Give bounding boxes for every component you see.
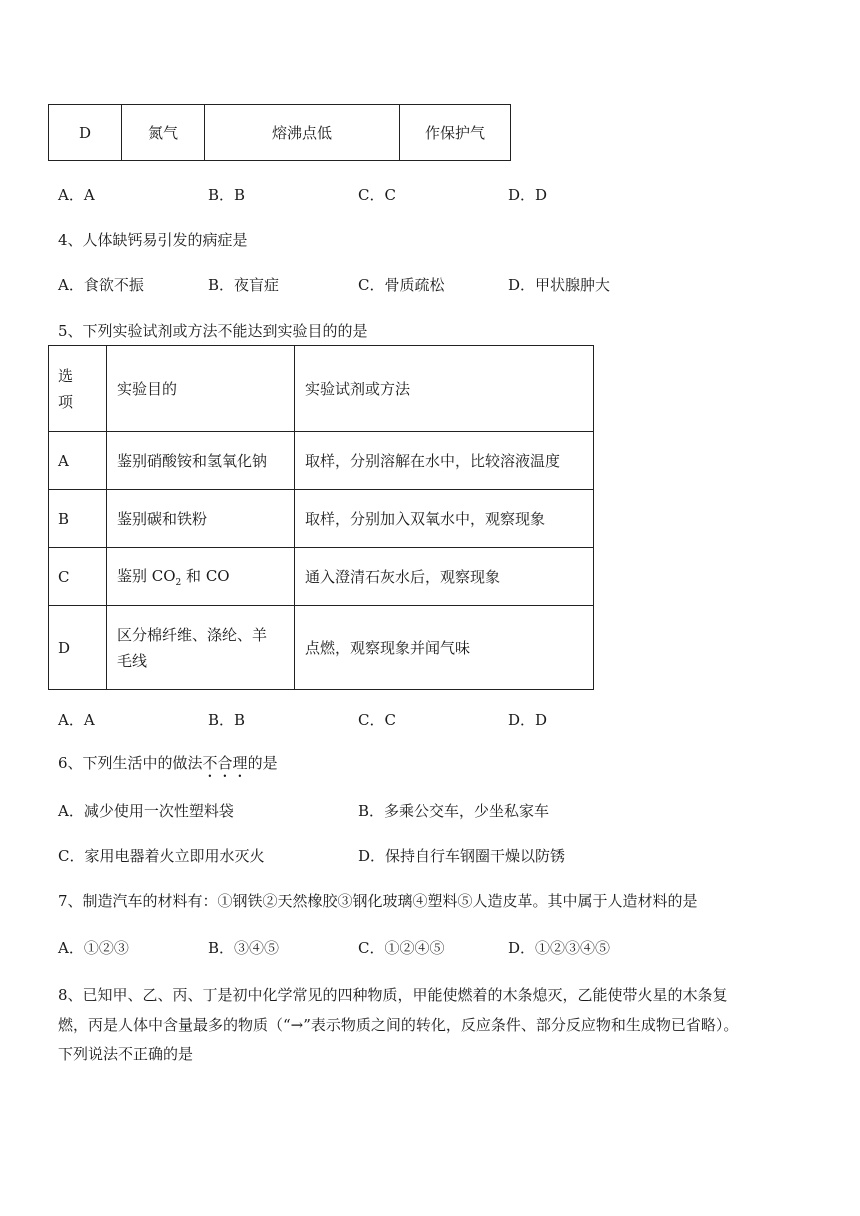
table-row <box>49 548 594 606</box>
q7-options <box>58 937 758 959</box>
option-d[interactable]: D．①②③④⑤ <box>508 939 611 957</box>
option-b[interactable]: B．多乘公交车，少坐私家车 <box>358 802 550 820</box>
question-5-stem: 5、下列实验试剂或方法不能达到实验目的的是 <box>58 322 368 340</box>
row-purpose: 鉴别硝酸铵和氢氧化钠 <box>107 432 295 490</box>
q3-options <box>58 184 758 206</box>
row-method: 取样，分别溶解在水中，比较溶液温度 <box>295 432 594 490</box>
option-b[interactable]: B．B <box>208 711 246 729</box>
option-c[interactable]: C．家用电器着火立即用水灭火 <box>58 847 265 865</box>
option-a[interactable]: A．A <box>58 186 95 204</box>
option-a[interactable]: A．食欲不振 <box>58 276 144 294</box>
stem-text: 6、下列生活中的做法 <box>58 754 203 772</box>
row-method: 通入澄清石灰水后，观察现象 <box>295 548 594 606</box>
question-7-stem: 7、制造汽车的材料有：①钢铁②天然橡胶③钢化玻璃④塑料⑤人造皮革。其中属于人造材料的是 <box>58 892 698 910</box>
option-b[interactable]: B．夜盲症 <box>208 276 280 294</box>
row-option: C <box>49 548 107 606</box>
question-6-stem <box>58 752 278 781</box>
table-cell: 熔沸点低 <box>205 105 400 161</box>
top-table <box>48 104 511 161</box>
option-d[interactable]: D．甲状腺肿大 <box>508 276 611 294</box>
option-a[interactable]: A．A <box>58 711 95 729</box>
q5-options <box>58 709 758 731</box>
option-d[interactable]: D．D <box>508 186 548 204</box>
purpose-text: 鉴别 CO <box>117 567 176 585</box>
q6-options-row1 <box>58 800 758 822</box>
q6-options-row2 <box>58 845 758 867</box>
option-b[interactable]: B．③④⑤ <box>208 939 280 957</box>
purpose-text-end: 和 CO <box>181 567 230 585</box>
subscript: 2 <box>175 578 182 588</box>
row-purpose <box>107 606 295 690</box>
table-cell: 氮气 <box>122 105 205 161</box>
row-option: D <box>49 606 107 690</box>
header-option-line1: 选 <box>58 366 74 385</box>
header-purpose: 实验目的 <box>107 346 295 432</box>
question-8-line2: 燃，丙是人体中含量最多的物质（“→”表示物质之间的转化，反应条件、部分反应物和生成物已省略）。 <box>58 1016 739 1034</box>
option-d[interactable]: D．D <box>508 711 548 729</box>
table-row <box>49 432 594 490</box>
option-c[interactable]: C．骨质疏松 <box>358 276 445 294</box>
table-cell: D <box>49 105 122 161</box>
question-8-line1: 8、已知甲、乙、丙、丁是初中化学常见的四种物质，甲能使燃着的木条熄灭，乙能使带火星的木条复 <box>58 986 728 1004</box>
row-method: 点燃，观察现象并闻气味 <box>295 606 594 690</box>
table-row <box>49 105 511 161</box>
option-c[interactable]: C．C <box>358 711 396 729</box>
option-c[interactable]: C．①②④⑤ <box>358 939 445 957</box>
row-purpose <box>107 548 295 606</box>
question-4-stem: 4、人体缺钙易引发的病症是 <box>58 231 248 249</box>
header-method: 实验试剂或方法 <box>295 346 594 432</box>
option-d[interactable]: D．保持自行车钢圈干燥以防锈 <box>358 847 566 865</box>
table-cell: 作保护气 <box>400 105 511 161</box>
row-option: B <box>49 490 107 548</box>
purpose-line1: 区分棉纤维、涤纶、羊 <box>117 625 268 644</box>
row-method: 取样，分别加入双氧水中，观察现象 <box>295 490 594 548</box>
row-purpose: 鉴别碳和铁粉 <box>107 490 295 548</box>
option-b[interactable]: B．B <box>208 186 246 204</box>
purpose-line2: 毛线 <box>117 651 148 670</box>
table-header-row <box>49 346 594 432</box>
table-row <box>49 606 594 690</box>
row-option: A <box>49 432 107 490</box>
stem-text-end: 的是 <box>247 754 278 772</box>
header-option-line2: 项 <box>58 392 74 411</box>
option-c[interactable]: C．C <box>358 186 396 204</box>
option-a[interactable]: A．①②③ <box>58 939 129 957</box>
option-a[interactable]: A．减少使用一次性塑料袋 <box>58 802 234 820</box>
q4-options <box>58 274 758 296</box>
emphasized-text: 不合理 <box>202 754 248 772</box>
experiment-table <box>48 345 594 690</box>
table-row <box>49 490 594 548</box>
question-8-line3: 下列说法不正确的是 <box>58 1045 194 1063</box>
header-option <box>49 346 107 432</box>
